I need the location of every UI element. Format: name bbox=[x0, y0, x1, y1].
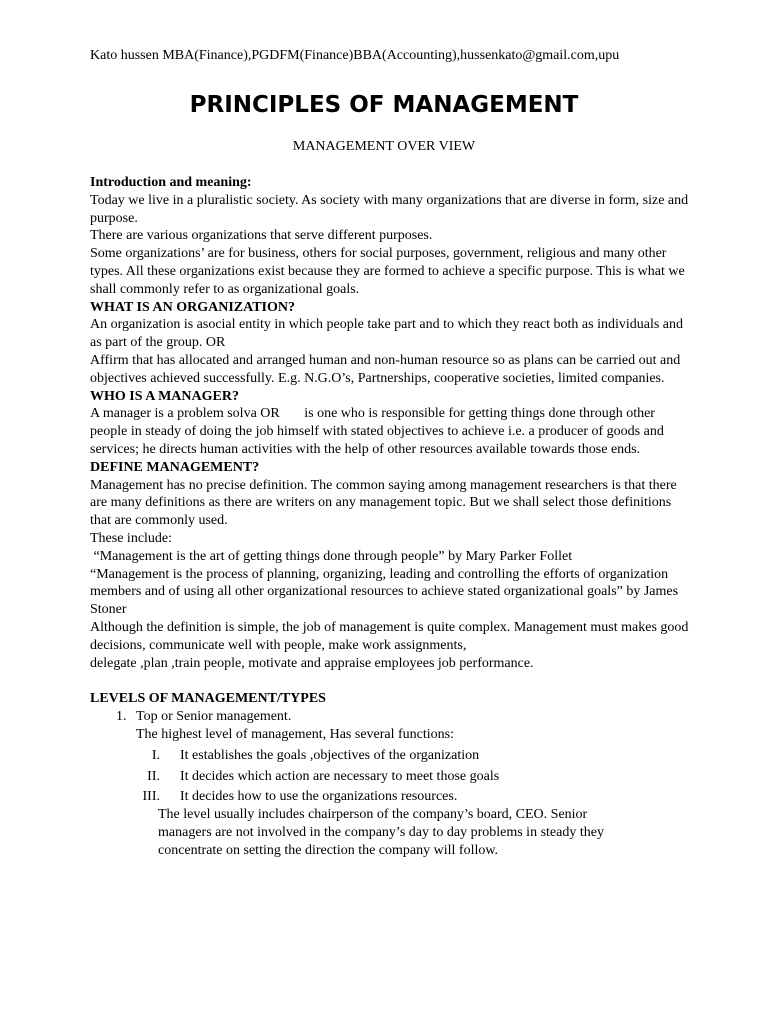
levels-list-item bbox=[90, 708, 690, 726]
intro-paragraph: There are various organizations that serve different purposes. bbox=[90, 228, 433, 244]
function-text: It decides how to use the organizations resources. bbox=[180, 789, 458, 805]
levels-closing-paragraph: The level usually includes chairperson of the company’s board, CEO. Senior managers are not involved in the company’s day to day problems in steady they concentrate on setting the direction the company will follow. bbox=[158, 807, 604, 858]
roman-numeral: I. bbox=[151, 747, 160, 763]
manager-heading: WHO IS A MANAGER? bbox=[90, 388, 239, 404]
manager-paragraph: A manager is a problem solva OR is one who is responsible for getting things done through other people in steady of doing the job himself with stated objectives to achieve i.e. a producer of goods and services; he directs human activities with the help of other resources available towards those ends. bbox=[90, 406, 668, 457]
function-text: It decides which action are necessary to meet those goals bbox=[180, 768, 500, 784]
levels-heading: LEVELS OF MANAGEMENT/TYPES bbox=[90, 691, 326, 707]
list-number: 1. bbox=[116, 709, 127, 725]
author-header: Kato hussen MBA(Finance),PGDFM(Finance)BBA(Accounting),hussenkato@gmail.com,upu bbox=[90, 48, 620, 63]
management-paragraph: These include: bbox=[90, 530, 173, 546]
function-item bbox=[90, 768, 690, 786]
roman-numeral: III. bbox=[142, 789, 160, 805]
organization-paragraph: An organization is asocial entity in which people take part and to which they react both as individuals and as part of the group. OR bbox=[90, 317, 684, 351]
function-item bbox=[90, 788, 690, 806]
document-body bbox=[90, 174, 690, 859]
management-quote: “Management is the art of getting things done through people” by Mary Parker Follet bbox=[90, 548, 573, 564]
management-paragraph: delegate ,plan ,train people, motivate and appraise employees job performance. bbox=[90, 655, 534, 671]
function-item bbox=[90, 747, 690, 765]
intro-heading: Introduction and meaning: bbox=[90, 175, 252, 190]
section-spacer bbox=[90, 672, 690, 690]
list-item-label: Top or Senior management. bbox=[136, 709, 292, 725]
intro-paragraph: Today we live in a pluralistic society. As society with many organizations that are diverse in form, size and purpose. bbox=[90, 192, 689, 226]
page-title: PRINCIPLES OF MANAGEMENT bbox=[189, 92, 579, 118]
management-quote: “Management is the process of planning, organizing, leading and controlling the efforts of organization members and of using all other organizational resources to achieve stated organizational goals” by James Stoner bbox=[90, 566, 679, 618]
management-heading: DEFINE MANAGEMENT? bbox=[90, 459, 260, 475]
page-subtitle: MANAGEMENT OVER VIEW bbox=[292, 139, 476, 154]
intro-paragraph: Some organizations’ are for business, others for social purposes, government, religious and many other types. All these organizations exist because they are formed to achieve a specific purpose. This is what we shall commonly refer to as organizational goals. bbox=[90, 246, 685, 297]
management-paragraph: Management has no precise definition. The common saying among management researchers is that there are many definitions as there are writers on any management topic. But we shall select those definitions that are commonly used. bbox=[90, 477, 677, 529]
function-text: It establishes the goals ,objectives of the organization bbox=[180, 747, 480, 763]
organization-heading: WHAT IS AN ORGANIZATION? bbox=[90, 299, 295, 315]
management-paragraph: Although the definition is simple, the job of management is quite complex. Management must makes good decisions, communicate well with people, make work assignments, bbox=[90, 619, 689, 653]
organization-paragraph: Affirm that has allocated and arranged human and non-human resource so as plans can be carried out and objectives achieved successfully. E.g. N.G.O’s, Partnerships, cooperative societies, limited companies. bbox=[90, 352, 681, 386]
levels-intro: The highest level of management, Has several functions: bbox=[136, 726, 455, 742]
roman-numeral: II. bbox=[147, 768, 160, 784]
